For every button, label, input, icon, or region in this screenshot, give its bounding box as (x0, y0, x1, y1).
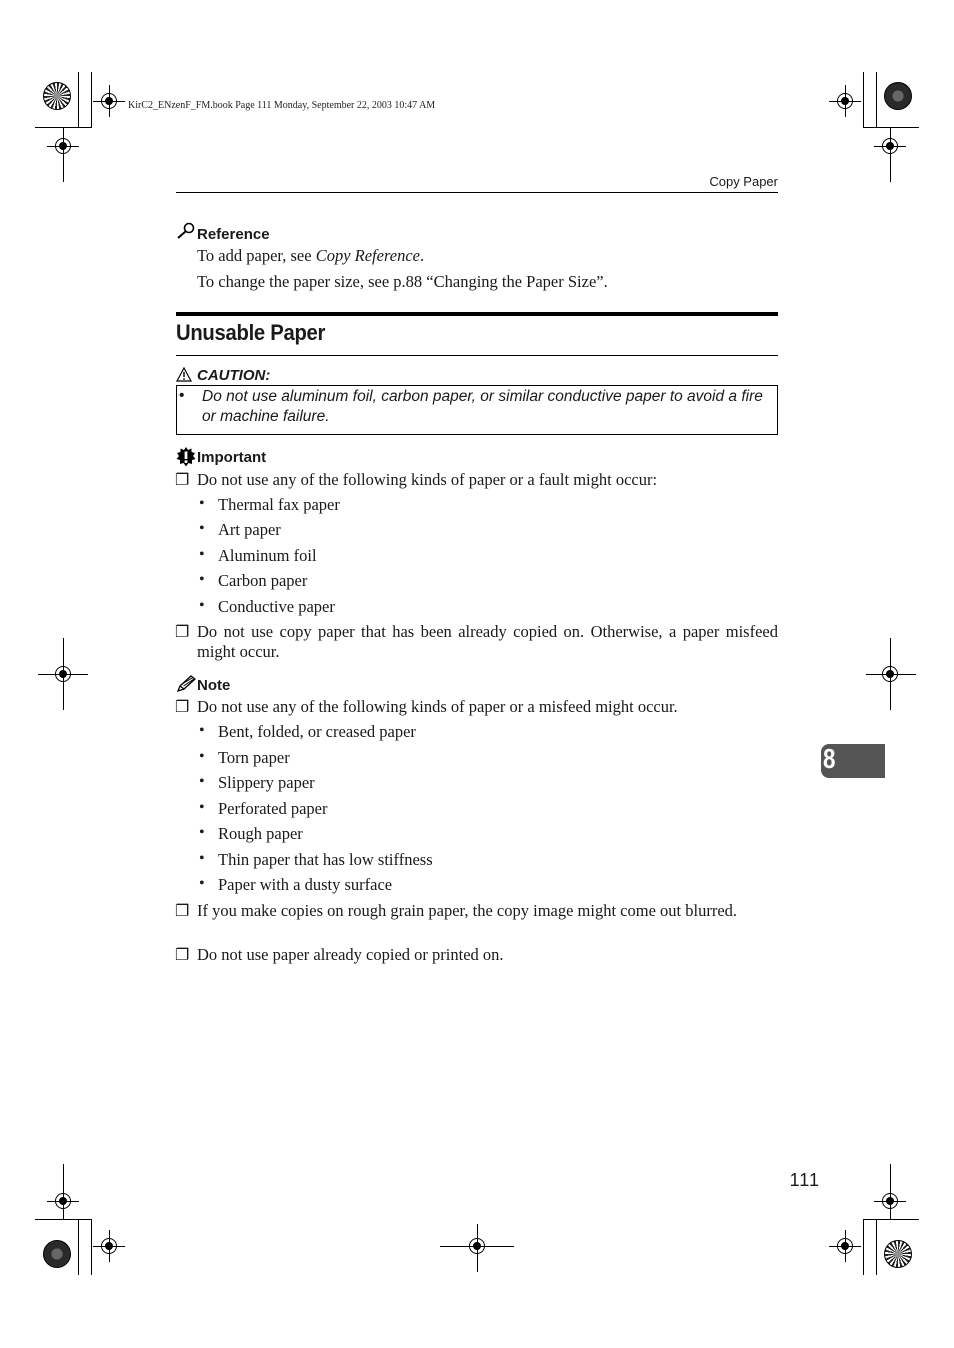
important-label: Important (197, 449, 267, 466)
reference-label: Reference (197, 226, 270, 243)
checkbox-icon: ❐ (175, 903, 190, 920)
bullet: • (199, 850, 205, 867)
bullet: • (199, 824, 205, 841)
checkbox-icon: ❐ (175, 947, 190, 964)
note-item-1: Do not use any of the following kinds of paper or a misfeed might occur. (197, 697, 678, 716)
reference-link-copy-reference: Copy Reference (315, 246, 420, 265)
checkbox-icon: ❐ (175, 699, 190, 716)
section-title: Unusable Paper (176, 320, 326, 345)
registration-mark (55, 1193, 71, 1209)
registration-mark (101, 93, 117, 109)
chapter-tab (821, 744, 885, 778)
bullet: • (199, 495, 205, 512)
caution-text: Do not use aluminum foil, carbon paper, or similar conductive paper to avoid a fire or machine failure. (202, 388, 763, 425)
note-item-2: If you make copies on rough grain paper, the copy image might come out blurred. (197, 901, 738, 920)
pencil-icon (176, 675, 196, 698)
note-list-item: Perforated paper (218, 799, 328, 818)
section-rule-thick (176, 312, 778, 316)
important-list-item: Thermal fax paper (218, 495, 340, 514)
important-list-item: Carbon paper (218, 571, 308, 590)
note-label: Note (197, 677, 231, 694)
magnifier-icon (176, 222, 196, 245)
reference-line-2: To change the paper size, see p.88 “Changing the Paper Size”. (197, 272, 608, 291)
color-wheel-bottom-right (884, 1240, 912, 1268)
page-number: 111 (789, 1170, 820, 1190)
header-rule (176, 192, 778, 193)
bullet: • (199, 875, 205, 892)
important-list-item: Conductive paper (218, 597, 335, 616)
chapter-number: 8 (823, 743, 836, 774)
registration-mark (101, 1238, 117, 1254)
section-rule-thin (176, 355, 778, 356)
caution-label: CAUTION: (197, 367, 271, 384)
bullet: • (199, 597, 205, 614)
note-list-item: Rough paper (218, 824, 303, 843)
reference-line-1 (197, 246, 424, 266)
running-head: Copy Paper (709, 174, 778, 189)
checkbox-icon: ❐ (175, 624, 190, 641)
registration-mark (882, 1193, 898, 1209)
bullet: • (199, 748, 205, 765)
bullet: • (199, 799, 205, 816)
important-list-item: Aluminum foil (218, 546, 317, 565)
color-wheel-top-left (43, 82, 71, 110)
reference-line-1-text: To add paper, see (197, 246, 316, 265)
bullet: • (199, 722, 205, 739)
warning-triangle-icon (176, 367, 192, 387)
important-item-2: Do not use copy paper that has been already copied on. Otherwise, a paper misfeed might occur. (197, 622, 778, 661)
bullet: • (199, 546, 205, 563)
note-list-item: Paper with a dusty surface (218, 875, 393, 894)
note-item-3: Do not use paper already copied or printed on. (197, 945, 504, 964)
bullet: • (199, 571, 205, 588)
note-list-item: Thin paper that has low stiffness (218, 850, 433, 869)
reference-line-1-end: . (419, 246, 425, 265)
important-item-1: Do not use any of the following kinds of paper or a fault might occur: (197, 470, 658, 489)
note-list-item: Bent, folded, or creased paper (218, 722, 416, 741)
registration-mark (837, 93, 853, 109)
color-wheel-top-right (884, 82, 912, 110)
important-icon (176, 447, 196, 472)
registration-mark (837, 1238, 853, 1254)
bullet: • (199, 520, 205, 537)
important-list-item: Art paper (218, 520, 281, 539)
bullet: • (199, 773, 205, 790)
checkbox-icon: ❐ (175, 472, 190, 489)
note-list-item: Slippery paper (218, 773, 315, 792)
note-list-item: Torn paper (218, 748, 290, 767)
color-wheel-bottom-left (43, 1240, 71, 1268)
caution-bullet: • (179, 387, 185, 404)
book-info-line: KirC2_ENzenF_FM.book Page 111 Monday, September 22, 2003 10:47 AM (128, 100, 436, 111)
